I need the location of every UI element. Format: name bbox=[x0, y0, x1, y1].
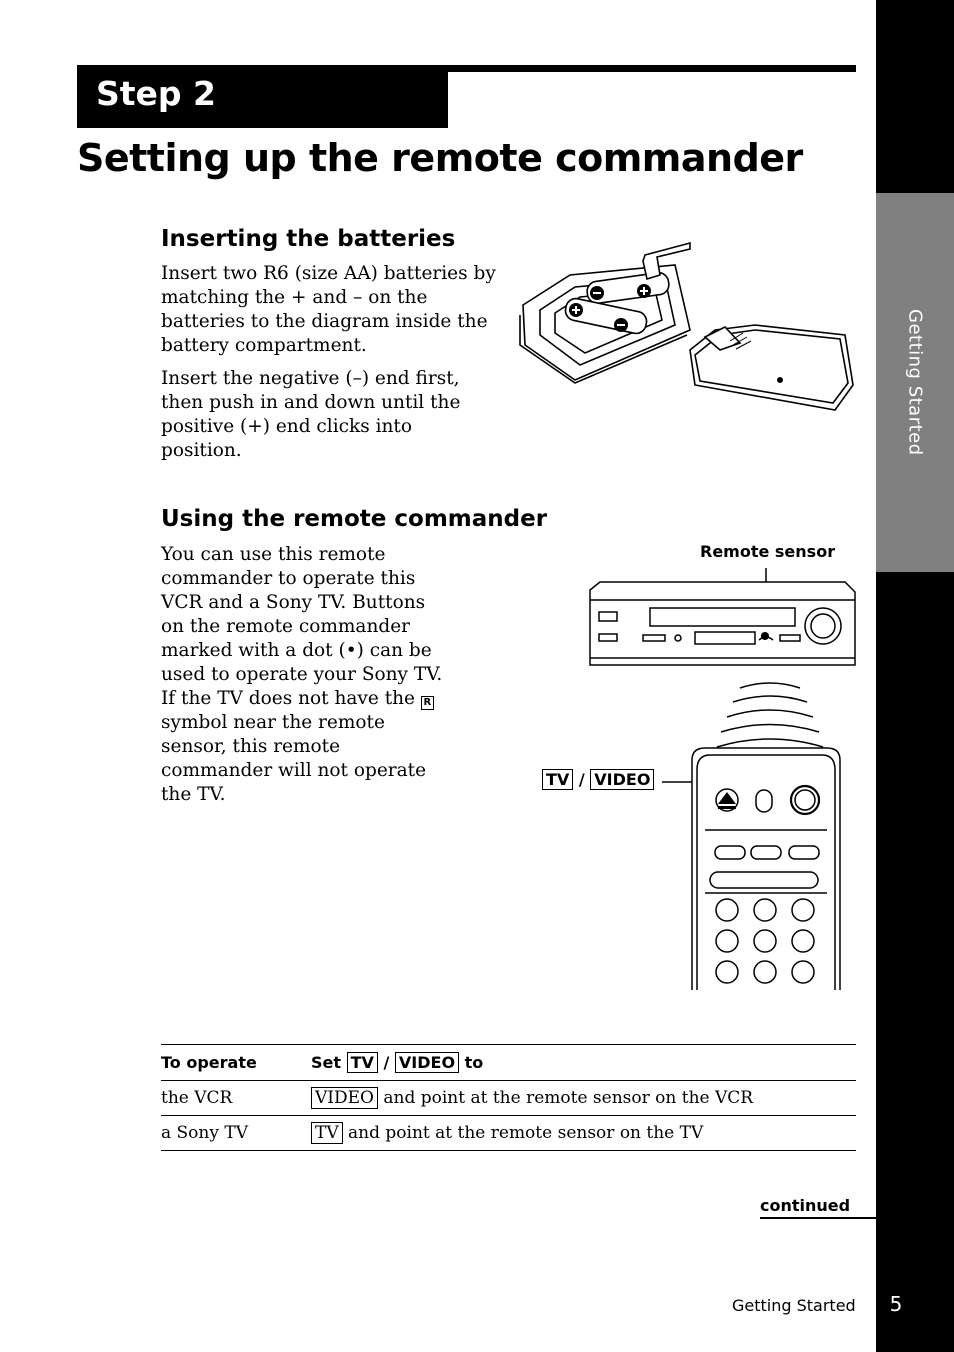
using-heading: Using the remote commander bbox=[161, 506, 548, 532]
tv-video-slash: / bbox=[578, 770, 585, 789]
continued-rule bbox=[760, 1217, 876, 1219]
table-header-row bbox=[161, 1044, 856, 1081]
page-number: 5 bbox=[889, 1292, 903, 1316]
operation-table bbox=[161, 1044, 856, 1151]
remote-sensor-label: Remote sensor bbox=[700, 542, 836, 561]
row-instruction bbox=[311, 1088, 856, 1108]
remote-sensor-symbol-icon: R bbox=[421, 696, 434, 710]
using-text-part-2: symbol near the remote sensor, this remote commander will not operate the TV. bbox=[161, 712, 427, 805]
row-target: a Sony TV bbox=[161, 1123, 248, 1143]
row-rest: and point at the remote sensor on the VCR bbox=[383, 1088, 754, 1108]
footer-section-name: Getting Started bbox=[732, 1296, 856, 1315]
using-text-part-1: You can use this remote commander to operate this VCR and a Sony TV. Buttons on the remote commander marked with a dot (•) can be used to operate your Sony TV. If the TV does not have the bbox=[161, 544, 443, 709]
vcr-remote-illustration bbox=[585, 560, 860, 990]
video-label: VIDEO bbox=[590, 769, 654, 790]
header-to: to bbox=[464, 1053, 484, 1072]
column-set-switch bbox=[311, 1053, 856, 1072]
table-row bbox=[161, 1116, 856, 1151]
tv-label: TV bbox=[542, 769, 573, 790]
section-tab-text: Getting Started bbox=[904, 309, 926, 456]
page-title: Setting up the remote commander bbox=[77, 136, 803, 180]
row-rest: and point at the remote sensor on the TV bbox=[348, 1123, 704, 1143]
row-instruction bbox=[311, 1123, 856, 1143]
header-set: Set bbox=[311, 1053, 342, 1072]
battery-insertion-illustration bbox=[515, 235, 860, 425]
header-slash: / bbox=[383, 1053, 390, 1072]
step-rule bbox=[448, 65, 856, 72]
row-switch: TV bbox=[311, 1122, 343, 1144]
batteries-heading: Inserting the batteries bbox=[161, 226, 456, 252]
section-tab-label bbox=[876, 193, 954, 572]
continued-label: continued bbox=[760, 1196, 851, 1215]
batteries-paragraph-1: Insert two R6 (size AA) batteries by matching the + and – on the batteries to the diagram inside the battery compartment. bbox=[161, 263, 496, 356]
batteries-paragraph-2: Insert the negative (–) end first, then push in and down until the positive (+) end clicks into position. bbox=[161, 368, 461, 461]
column-to-operate: To operate bbox=[161, 1053, 257, 1072]
using-paragraph bbox=[161, 543, 451, 807]
step-label: Step 2 bbox=[96, 74, 216, 113]
row-switch: VIDEO bbox=[311, 1087, 378, 1109]
table-row bbox=[161, 1081, 856, 1116]
row-target: the VCR bbox=[161, 1088, 233, 1108]
header-video: VIDEO bbox=[395, 1052, 459, 1073]
header-tv: TV bbox=[347, 1052, 378, 1073]
